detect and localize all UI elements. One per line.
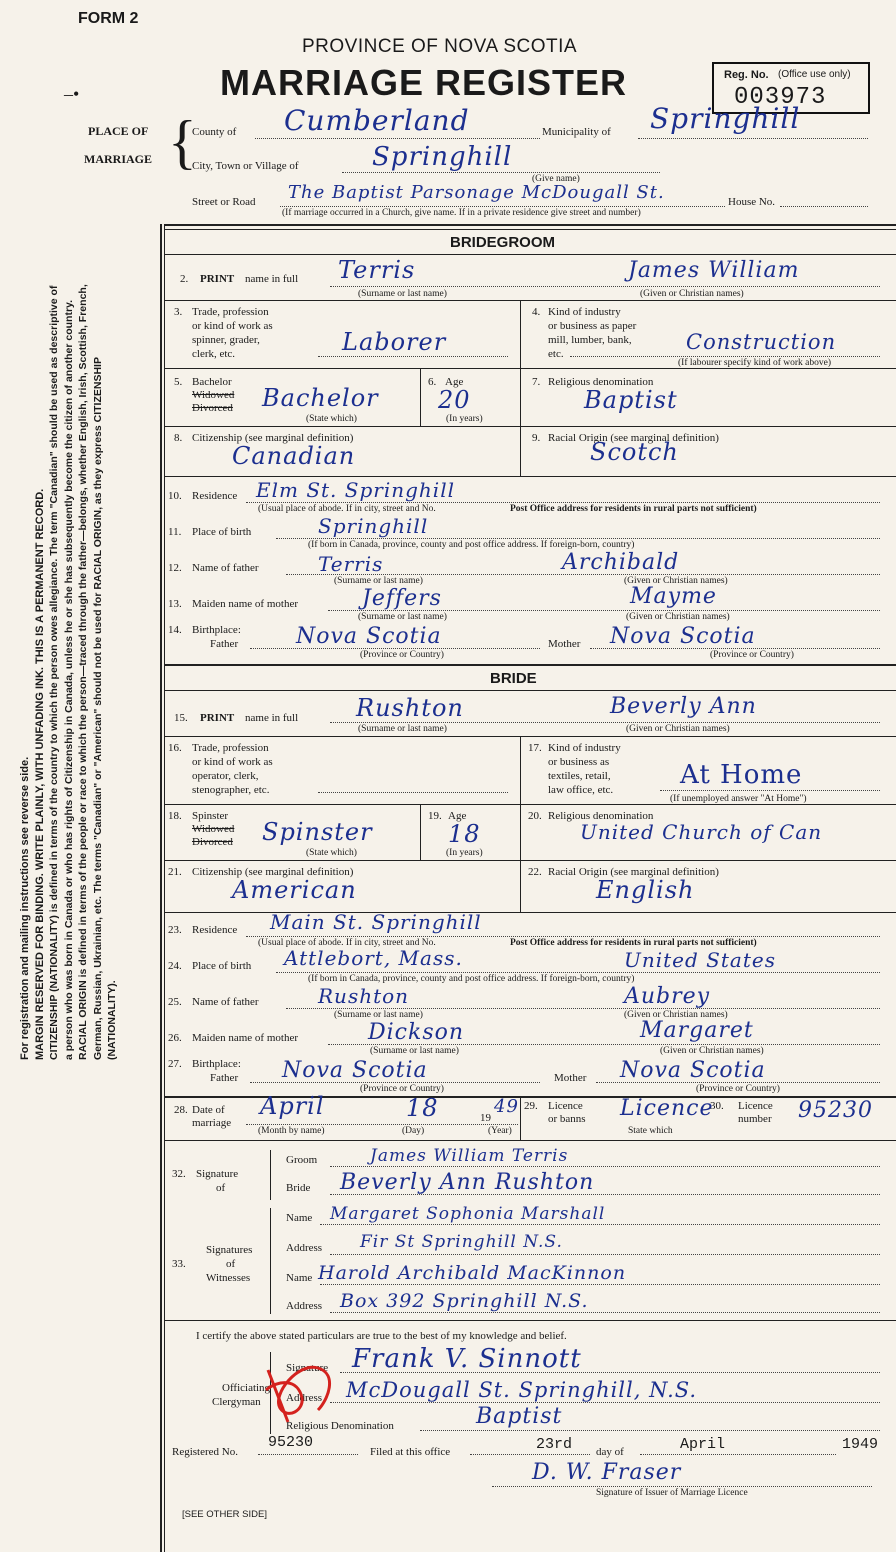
county-value: Cumberland [284, 104, 470, 137]
f2-num: 2. [180, 273, 189, 285]
day-caption: (Day) [402, 1126, 425, 1136]
f5-divorced: Divorced [192, 402, 233, 414]
registered-label: Registered No. [172, 1446, 238, 1458]
f17-line-1: Kind of industry [548, 742, 621, 754]
f28-line-1: Date of [192, 1104, 225, 1116]
f16-line-1: Trade, profession [192, 742, 269, 754]
day-of-label: day of [596, 1446, 624, 1458]
groom-mother-surname: Jeffers [362, 586, 442, 611]
issuer-signature: D. W. Fraser [532, 1460, 682, 1485]
filed-day: 23rd [536, 1436, 573, 1453]
f10-label: Residence [192, 490, 238, 502]
f20-label: Religious denomination [548, 810, 654, 822]
clergy-address: McDougall St. Springhill, N.S. [346, 1378, 698, 1402]
city-value: Springhill [372, 142, 513, 172]
bride-religion: United Church of Can [580, 820, 823, 844]
f5-num: 5. [174, 376, 183, 388]
f20-num: 20. [528, 810, 542, 822]
margin-line-1: For registration and mailing instructions see reverse side. [19, 756, 31, 1060]
f16-num: 16. [168, 742, 182, 754]
age-caption: (In years) [446, 414, 483, 424]
w2-name: Harold Archibald MacKinnon [318, 1262, 627, 1284]
f14-line-2: Father [210, 638, 239, 650]
f33-line-2: of [226, 1258, 236, 1270]
f9-label: Racial Origin (see marginal definition) [548, 432, 719, 444]
filed-month: April [680, 1436, 726, 1453]
w1-address: Fir St Springhill N.S. [360, 1232, 563, 1252]
official-checkmark [258, 1350, 348, 1430]
f19-num: 19. [428, 810, 442, 822]
bride-status: Spinster [262, 818, 373, 846]
groom-father-bp: Nova Scotia [296, 624, 442, 649]
margin-line-3: CITIZENSHIP (NATIONALITY) is defined in terms of the country to which the person owes allegiance. The term "Canadian" should be used as descriptive of [48, 285, 60, 1060]
f6-num: 6. [428, 376, 437, 388]
f2-print: PRINT [200, 273, 235, 285]
f30-num: 30. [710, 1100, 724, 1112]
f12-num: 12. [168, 562, 182, 574]
marriage-year: 49 [494, 1096, 519, 1117]
f25-surname-caption: (Surname or last name) [334, 1010, 423, 1020]
f4-line-1: Kind of industry [548, 306, 621, 318]
f4-caption: (If labourer specify kind of work above) [678, 358, 831, 368]
f24-caption: (If born in Canada, province, county and post office address. If foreign-born, country) [308, 974, 635, 984]
f13-surname-caption: (Surname or last name) [358, 612, 447, 622]
f16-line-4: stenographer, etc. [192, 784, 270, 796]
groom-given: James William [628, 258, 800, 283]
f12-given-caption: (Given or Christian names) [624, 576, 728, 586]
give-name-caption: (Give name) [532, 174, 580, 184]
f15-print: PRINT [200, 712, 235, 724]
dash-mark: ‒• [64, 84, 80, 104]
margin-notes [18, 280, 143, 1060]
status-caption: (State which) [306, 414, 357, 424]
page-title: MARRIAGE REGISTER [220, 62, 628, 103]
filed-label: Filed at this office [370, 1446, 451, 1458]
house-label: House No. [728, 196, 776, 208]
groom-racial: Scotch [590, 438, 679, 466]
f33-line-3: Witnesses [206, 1272, 251, 1284]
groom-birthplace: Springhill [318, 514, 429, 538]
f28-num: 28. [174, 1104, 188, 1116]
f17-line-4: law office, etc. [548, 784, 614, 796]
f24-label: Place of birth [192, 960, 252, 972]
groom-religion: Baptist [584, 386, 678, 414]
w1-name-label: Name [286, 1212, 313, 1224]
f28-line-2: marriage [192, 1117, 232, 1129]
f30-line-2: number [738, 1113, 772, 1125]
f18-spinster: Spinster [192, 810, 229, 822]
f14-num: 14. [168, 624, 182, 636]
f25-given-caption: (Given or Christian names) [624, 1010, 728, 1020]
f14-prov-caption-2: (Province or Country) [710, 650, 794, 660]
f3-line-3: spinner, grader, [192, 334, 260, 346]
bride-label: Bride [286, 1182, 311, 1194]
city-label: City, Town or Village of [192, 160, 299, 172]
groom-trade: Laborer [342, 328, 447, 356]
municipality-label: Municipality of [542, 126, 611, 138]
bride-birth-country: United States [624, 948, 776, 972]
bride-father-surname: Rushton [318, 984, 410, 1008]
bride-citizenship: American [232, 876, 357, 904]
f16-line-2: or kind of work as [192, 756, 273, 768]
bride-surname: Rushton [356, 694, 464, 722]
f13-label: Maiden name of mother [192, 598, 298, 610]
bride-signature: Beverly Ann Rushton [340, 1170, 595, 1195]
f7-num: 7. [532, 376, 541, 388]
f13-given-caption: (Given or Christian names) [626, 612, 730, 622]
f27-line-1: Birthplace: [192, 1058, 241, 1070]
bride-father-bp: Nova Scotia [282, 1058, 428, 1083]
bride-age-caption: (In years) [446, 848, 483, 858]
f21-label: Citizenship (see marginal definition) [192, 866, 354, 878]
f10-num: 10. [168, 490, 182, 502]
bride-mother-given: Margaret [640, 1018, 754, 1043]
f29-num: 29. [524, 1100, 538, 1112]
f29-line-2: or banns [548, 1113, 586, 1125]
f32-line-1: Signature [196, 1168, 239, 1180]
groom-mother-bp: Nova Scotia [610, 624, 756, 649]
f13-num: 13. [168, 598, 182, 610]
f26-num: 26. [168, 1032, 182, 1044]
f5-bachelor: Bachelor [192, 376, 232, 388]
street-value: The Baptist Parsonage McDougall St. [288, 182, 665, 203]
f11-caption: (If born in Canada, province, county and post office address. If foreign-born, country) [308, 540, 635, 550]
groom-given-caption: (Given or Christian names) [640, 289, 744, 299]
reg-box-number: 003973 [734, 84, 827, 111]
f12-surname-caption: (Surname or last name) [334, 576, 423, 586]
licence-type: Licence [620, 1096, 714, 1121]
groom-residence: Elm St. Springhill [256, 478, 455, 502]
marriage-day: 18 [406, 1094, 439, 1122]
bride-industry: At Home [680, 760, 803, 790]
f26-label: Maiden name of mother [192, 1032, 298, 1044]
bride-birthplace: Attlebort, Mass. [284, 946, 463, 970]
bride-residence: Main St. Springhill [270, 910, 482, 934]
place-brace: { [168, 109, 197, 175]
f23-num: 23. [168, 924, 182, 936]
groom-surname: Terris [338, 256, 416, 284]
f6-label: Age [445, 376, 464, 388]
clergy-denomination: Baptist [476, 1404, 563, 1429]
clergy-line-1: Officiating [222, 1382, 271, 1394]
province-heading: PROVINCE OF NOVA SCOTIA [302, 36, 578, 57]
f27-prov-caption-2: (Province or Country) [696, 1084, 780, 1094]
bride-heading: BRIDE [490, 670, 537, 687]
groom-father-surname: Terris [318, 552, 384, 576]
form-label: FORM 2 [78, 10, 139, 27]
bride-given-caption: (Given or Christian names) [626, 724, 730, 734]
clergy-signature-label: Signature [286, 1362, 329, 1374]
f14-line-1: Birthplace: [192, 624, 241, 636]
bride-given: Beverly Ann [610, 694, 757, 719]
f22-num: 22. [528, 866, 542, 878]
margin-line-2: MARGIN RESERVED FOR BINDING. WRITE PLAINLY, WITH UNFADING INK. THIS IS A PERMANENT RECORD. [33, 488, 46, 1060]
reg-box-office-use: (Office use only) [778, 69, 851, 80]
year-prefix: 19 [480, 1112, 491, 1124]
f15-num: 15. [174, 712, 188, 724]
f32-num: 32. [172, 1168, 186, 1180]
issuer-caption: Signature of Issuer of Marriage Licence [596, 1488, 748, 1498]
clergy-signature: Frank V. Sinnott [352, 1344, 582, 1374]
groom-signature: James William Terris [370, 1146, 569, 1166]
filed-year: 1949 [842, 1436, 879, 1453]
w1-name: Margaret Sophonia Marshall [330, 1204, 606, 1224]
f23-caption: (Usual place of abode. If in city, street and No. [258, 938, 436, 948]
margin-line-4: a person who was born in Canada or who has rights of Citizenship in Canada, unless he or she has subsequently become the citizen of another country. [62, 299, 75, 1060]
street-caption: (If marriage occurred in a Church, give name. If in a private residence give street and number) [282, 208, 641, 218]
groom-age: 20 [438, 386, 471, 414]
licence-number: 95230 [798, 1098, 873, 1123]
bride-status-caption: (State which) [306, 848, 357, 858]
certify-text: I certify the above stated particulars are true to the best of my knowledge and belief. [196, 1330, 567, 1342]
f33-num: 33. [172, 1258, 186, 1270]
f7-label: Religious denomination [548, 376, 654, 388]
f30-line-1: Licence [738, 1100, 773, 1112]
bride-racial: English [596, 876, 695, 904]
groom-father-given: Archibald [562, 550, 680, 575]
marriage-month: April [260, 1092, 325, 1120]
f23-caption-2: Post Office address for residents in rural parts not sufficient) [510, 938, 757, 948]
f14-mother-label: Mother [548, 638, 581, 650]
f10-caption-2: Post Office address for residents in rural parts not sufficient) [510, 504, 757, 514]
f19-label: Age [448, 810, 467, 822]
f3-line-1: Trade, profession [192, 306, 269, 318]
f15-label: name in full [245, 712, 299, 724]
f14-prov-caption-1: (Province or Country) [360, 650, 444, 660]
f29-caption: State which [628, 1126, 673, 1136]
f17-num: 17. [528, 742, 542, 754]
f18-widowed: Widowed [192, 823, 235, 835]
f18-num: 18. [168, 810, 182, 822]
f29-line-1: Licence [548, 1100, 583, 1112]
clergy-line-2: Clergyman [212, 1396, 261, 1408]
clergy-denom-label: Religious Denomination [286, 1420, 394, 1432]
f3-num: 3. [174, 306, 183, 318]
f26-given-caption: (Given or Christian names) [660, 1046, 764, 1056]
municipality-value: Springhill [650, 102, 801, 135]
f3-line-4: clerk, etc. [192, 348, 236, 360]
place-label-1: PLACE OF [88, 124, 149, 138]
f3-line-2: or kind of work as [192, 320, 273, 332]
f23-label: Residence [192, 924, 238, 936]
f11-label: Place of birth [192, 526, 252, 538]
w2-name-label: Name [286, 1272, 313, 1284]
f27-num: 27. [168, 1058, 182, 1070]
w1-address-label: Address [286, 1242, 323, 1254]
f10-caption: (Usual place of abode. If in city, street and No. [258, 504, 436, 514]
f27-line-2: Father [210, 1072, 239, 1084]
f26-surname-caption: (Surname or last name) [370, 1046, 459, 1056]
f17-line-2: or business as [548, 756, 610, 768]
f33-line-1: Signatures [206, 1244, 253, 1256]
w2-address-label: Address [286, 1300, 323, 1312]
bride-surname-caption: (Surname or last name) [358, 724, 447, 734]
bride-age: 18 [448, 820, 481, 848]
f22-label: Racial Origin (see marginal definition) [548, 866, 719, 878]
bride-mother-surname: Dickson [368, 1020, 465, 1045]
f18-divorced: Divorced [192, 836, 233, 848]
street-label: Street or Road [192, 196, 256, 208]
f32-line-2: of [216, 1182, 226, 1194]
f4-line-2: or business as paper [548, 320, 637, 332]
margin-line-6: German, Russian, Ukrainian, etc. The terms "Canadian" or "American" should not be used for RACIAL ORIGIN, as they express CITIZENSHIP (NATIONALITY). [91, 357, 118, 1060]
f2-label: name in full [245, 273, 299, 285]
groom-industry: Construction [686, 330, 837, 354]
year-caption: (Year) [488, 1126, 512, 1136]
f25-num: 25. [168, 996, 182, 1008]
f5-widowed: Widowed [192, 389, 235, 401]
f12-label: Name of father [192, 562, 259, 574]
f9-num: 9. [532, 432, 541, 444]
see-other-side: [SEE OTHER SIDE] [182, 1509, 267, 1520]
margin-line-5: RACIAL ORIGIN is defined in terms of the people or race to which the person—traced through the father—belongs, whether English, Irish, Scottish, French, [77, 284, 89, 1060]
groom-surname-caption: (Surname or last name) [358, 289, 447, 299]
f21-num: 21. [168, 866, 182, 878]
groom-label: Groom [286, 1154, 318, 1166]
f25-label: Name of father [192, 996, 259, 1008]
reg-box-label: Reg. No. [724, 69, 769, 81]
w2-address: Box 392 Springhill N.S. [340, 1290, 589, 1312]
bride-father-given: Aubrey [624, 984, 711, 1009]
registered-number: 95230 [268, 1434, 314, 1451]
f16-line-3: operator, clerk, [192, 770, 259, 782]
f17-caption: (If unemployed answer "At Home") [670, 794, 807, 804]
f24-num: 24. [168, 960, 182, 972]
f8-num: 8. [174, 432, 183, 444]
clergy-address-label: Address [286, 1392, 323, 1404]
f4-line-4: etc. [548, 348, 564, 360]
groom-status: Bachelor [262, 384, 379, 412]
bridegroom-heading: BRIDEGROOM [450, 234, 555, 251]
groom-citizenship: Canadian [232, 442, 356, 470]
f8-label: Citizenship (see marginal definition) [192, 432, 354, 444]
f11-num: 11. [168, 526, 182, 538]
groom-mother-given: Mayme [630, 584, 717, 609]
f17-line-3: textiles, retail, [548, 770, 611, 782]
county-label: County of [192, 126, 237, 138]
bride-mother-bp: Nova Scotia [620, 1058, 766, 1083]
place-label-2: MARRIAGE [84, 152, 152, 166]
f27-prov-caption-1: (Province or Country) [360, 1084, 444, 1094]
f27-mother-label: Mother [554, 1072, 587, 1084]
f4-num: 4. [532, 306, 541, 318]
month-caption: (Month by name) [258, 1126, 325, 1136]
f4-line-3: mill, lumber, bank, [548, 334, 632, 346]
